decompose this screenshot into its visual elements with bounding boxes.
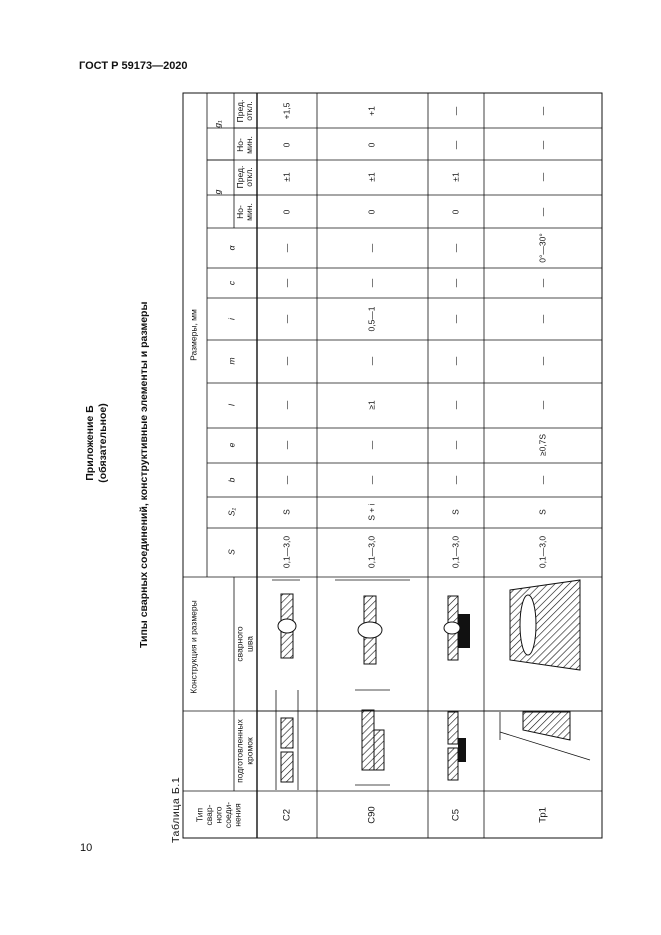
param-c: c: [226, 280, 237, 286]
param-i: i: [226, 318, 237, 320]
cell-alpha: —: [366, 243, 377, 253]
cell-S: 0,1—3,0: [366, 535, 377, 569]
cell-m: —: [366, 356, 377, 366]
cell-g1-nom: —: [450, 140, 461, 150]
cell-g1-nom: 0: [281, 142, 292, 148]
cell-S1: S: [450, 509, 461, 515]
cell-l: —: [537, 400, 548, 410]
edges-header: подготовленных: [234, 719, 245, 783]
cell-S: 0,1—3,0: [537, 535, 548, 569]
appendix-status: (обязательное): [97, 403, 109, 483]
cell-b: —: [281, 475, 292, 485]
c5-edge-plate-bottom: [448, 748, 458, 780]
cell-g-nom: 0: [366, 209, 377, 215]
cell-m: —: [537, 356, 548, 366]
c90-edge-flange: [374, 730, 384, 770]
cell-g1-dev: +1,5: [281, 102, 292, 120]
joint-drawings: [272, 580, 590, 790]
table-caption: Таблица Б.1: [170, 776, 182, 843]
c90-weld-bead: [358, 622, 382, 638]
c90-edge-plate: [362, 710, 374, 770]
cell-i: —: [281, 314, 292, 324]
cell-c: —: [537, 278, 548, 288]
g-nominal-header: Но-: [234, 205, 245, 219]
cell-g-nom: 0: [281, 209, 292, 215]
c5-weld-bead: [444, 622, 460, 634]
cell-g1-nom: 0: [366, 142, 377, 148]
weld-header: шва: [244, 636, 255, 652]
cell-g-dev: ±1: [281, 172, 292, 182]
param-m: m: [226, 357, 237, 365]
c5-weld-plate-top: [448, 596, 458, 624]
c2-weld-bead: [278, 619, 296, 633]
c2-edge-plate-top: [281, 718, 293, 748]
cell-g1-dev: +1: [366, 106, 377, 116]
cell-l: ≥1: [366, 400, 377, 410]
cell-S1: S + i: [366, 503, 377, 521]
cell-S1: S: [281, 509, 292, 515]
g1-deviation-header: Пред.: [234, 99, 245, 123]
cell-m: —: [281, 356, 292, 366]
cell-type: Тр1: [537, 807, 549, 823]
param-s: S: [226, 549, 237, 555]
cell-i: 0,5—1: [366, 306, 377, 332]
cell-b: —: [366, 475, 377, 485]
cell-e: —: [281, 440, 292, 450]
cell-S: 0,1—3,0: [281, 535, 292, 569]
param-l: l: [226, 404, 237, 406]
type-column-header: нения: [232, 803, 243, 827]
g1-header: g₁: [212, 120, 223, 128]
type-column-header: Тип: [194, 807, 205, 823]
cell-i: —: [450, 314, 461, 324]
weld-header: сварного: [234, 626, 245, 662]
cell-i: —: [537, 314, 548, 324]
cell-l: —: [450, 400, 461, 410]
param-alpha: α: [226, 245, 237, 251]
g-deviation-header: Пред.: [234, 165, 245, 189]
g-deviation-header: откл.: [243, 167, 254, 187]
cell-alpha: 0°—30°: [537, 233, 548, 263]
construction-header: Конструкция и размеры: [188, 600, 199, 694]
cell-g1-dev: —: [450, 106, 461, 116]
cell-e: —: [450, 440, 461, 450]
cell-g-nom: 0: [450, 209, 461, 215]
cell-g-dev: —: [537, 172, 548, 182]
page-title: Типы сварных соединений, конструктивные элементы и размеры: [138, 301, 150, 648]
c5-edge-plate-top: [448, 712, 458, 744]
g1-deviation-header: откл.: [243, 101, 254, 121]
c5-weld-plate-bottom: [448, 632, 458, 660]
cell-alpha: —: [281, 243, 292, 253]
cell-S: 0,1—3,0: [450, 535, 461, 569]
cell-g1-nom: —: [537, 140, 548, 150]
c2-weld-plate-bottom: [281, 630, 293, 658]
cell-g-nom: —: [537, 207, 548, 217]
cell-l: —: [281, 400, 292, 410]
appendix-title: Приложение Б: [84, 405, 96, 481]
g1-nominal-header: мин.: [243, 136, 254, 154]
cell-c: —: [281, 278, 292, 288]
cell-type: C2: [281, 808, 293, 822]
type-column-header: соеди-: [222, 801, 233, 829]
param-b: b: [226, 477, 237, 483]
type-column-header: ного: [213, 806, 224, 824]
tr1-edge-tube: [523, 712, 570, 740]
cell-g-dev: ±1: [450, 172, 461, 182]
edges-header: кромок: [244, 737, 255, 765]
cell-type: C5: [450, 808, 462, 822]
cell-e: —: [366, 440, 377, 450]
g1-nominal-header: Но-: [234, 138, 245, 152]
c5-weld-backing: [458, 614, 470, 648]
c2-weld-plate-top: [281, 594, 293, 622]
param-s1: S₁: [226, 507, 237, 517]
page-number: 10: [80, 842, 93, 854]
dimensions-header: Размеры, мм: [188, 309, 199, 361]
cell-b: —: [537, 475, 548, 485]
c5-backing-strip: [458, 738, 466, 762]
cell-m: —: [450, 356, 461, 366]
cell-e: ≥0,7S: [537, 433, 548, 457]
type-column-header: свар-: [203, 804, 214, 826]
g-nominal-header: мин.: [243, 203, 254, 221]
cell-type: C90: [366, 806, 378, 824]
cell-c: —: [450, 278, 461, 288]
g-header: g: [212, 189, 223, 195]
cell-g1-dev: —: [537, 106, 548, 116]
document-header: ГОСТ Р 59173—2020: [79, 60, 188, 72]
cell-S1: S: [537, 509, 548, 515]
cell-alpha: —: [450, 243, 461, 253]
cell-c: —: [366, 278, 377, 288]
cell-g-dev: ±1: [366, 172, 377, 182]
c2-edge-plate-bottom: [281, 752, 293, 782]
cell-b: —: [450, 475, 461, 485]
param-e: e: [226, 442, 237, 448]
tr1-weld-bead: [520, 595, 536, 655]
